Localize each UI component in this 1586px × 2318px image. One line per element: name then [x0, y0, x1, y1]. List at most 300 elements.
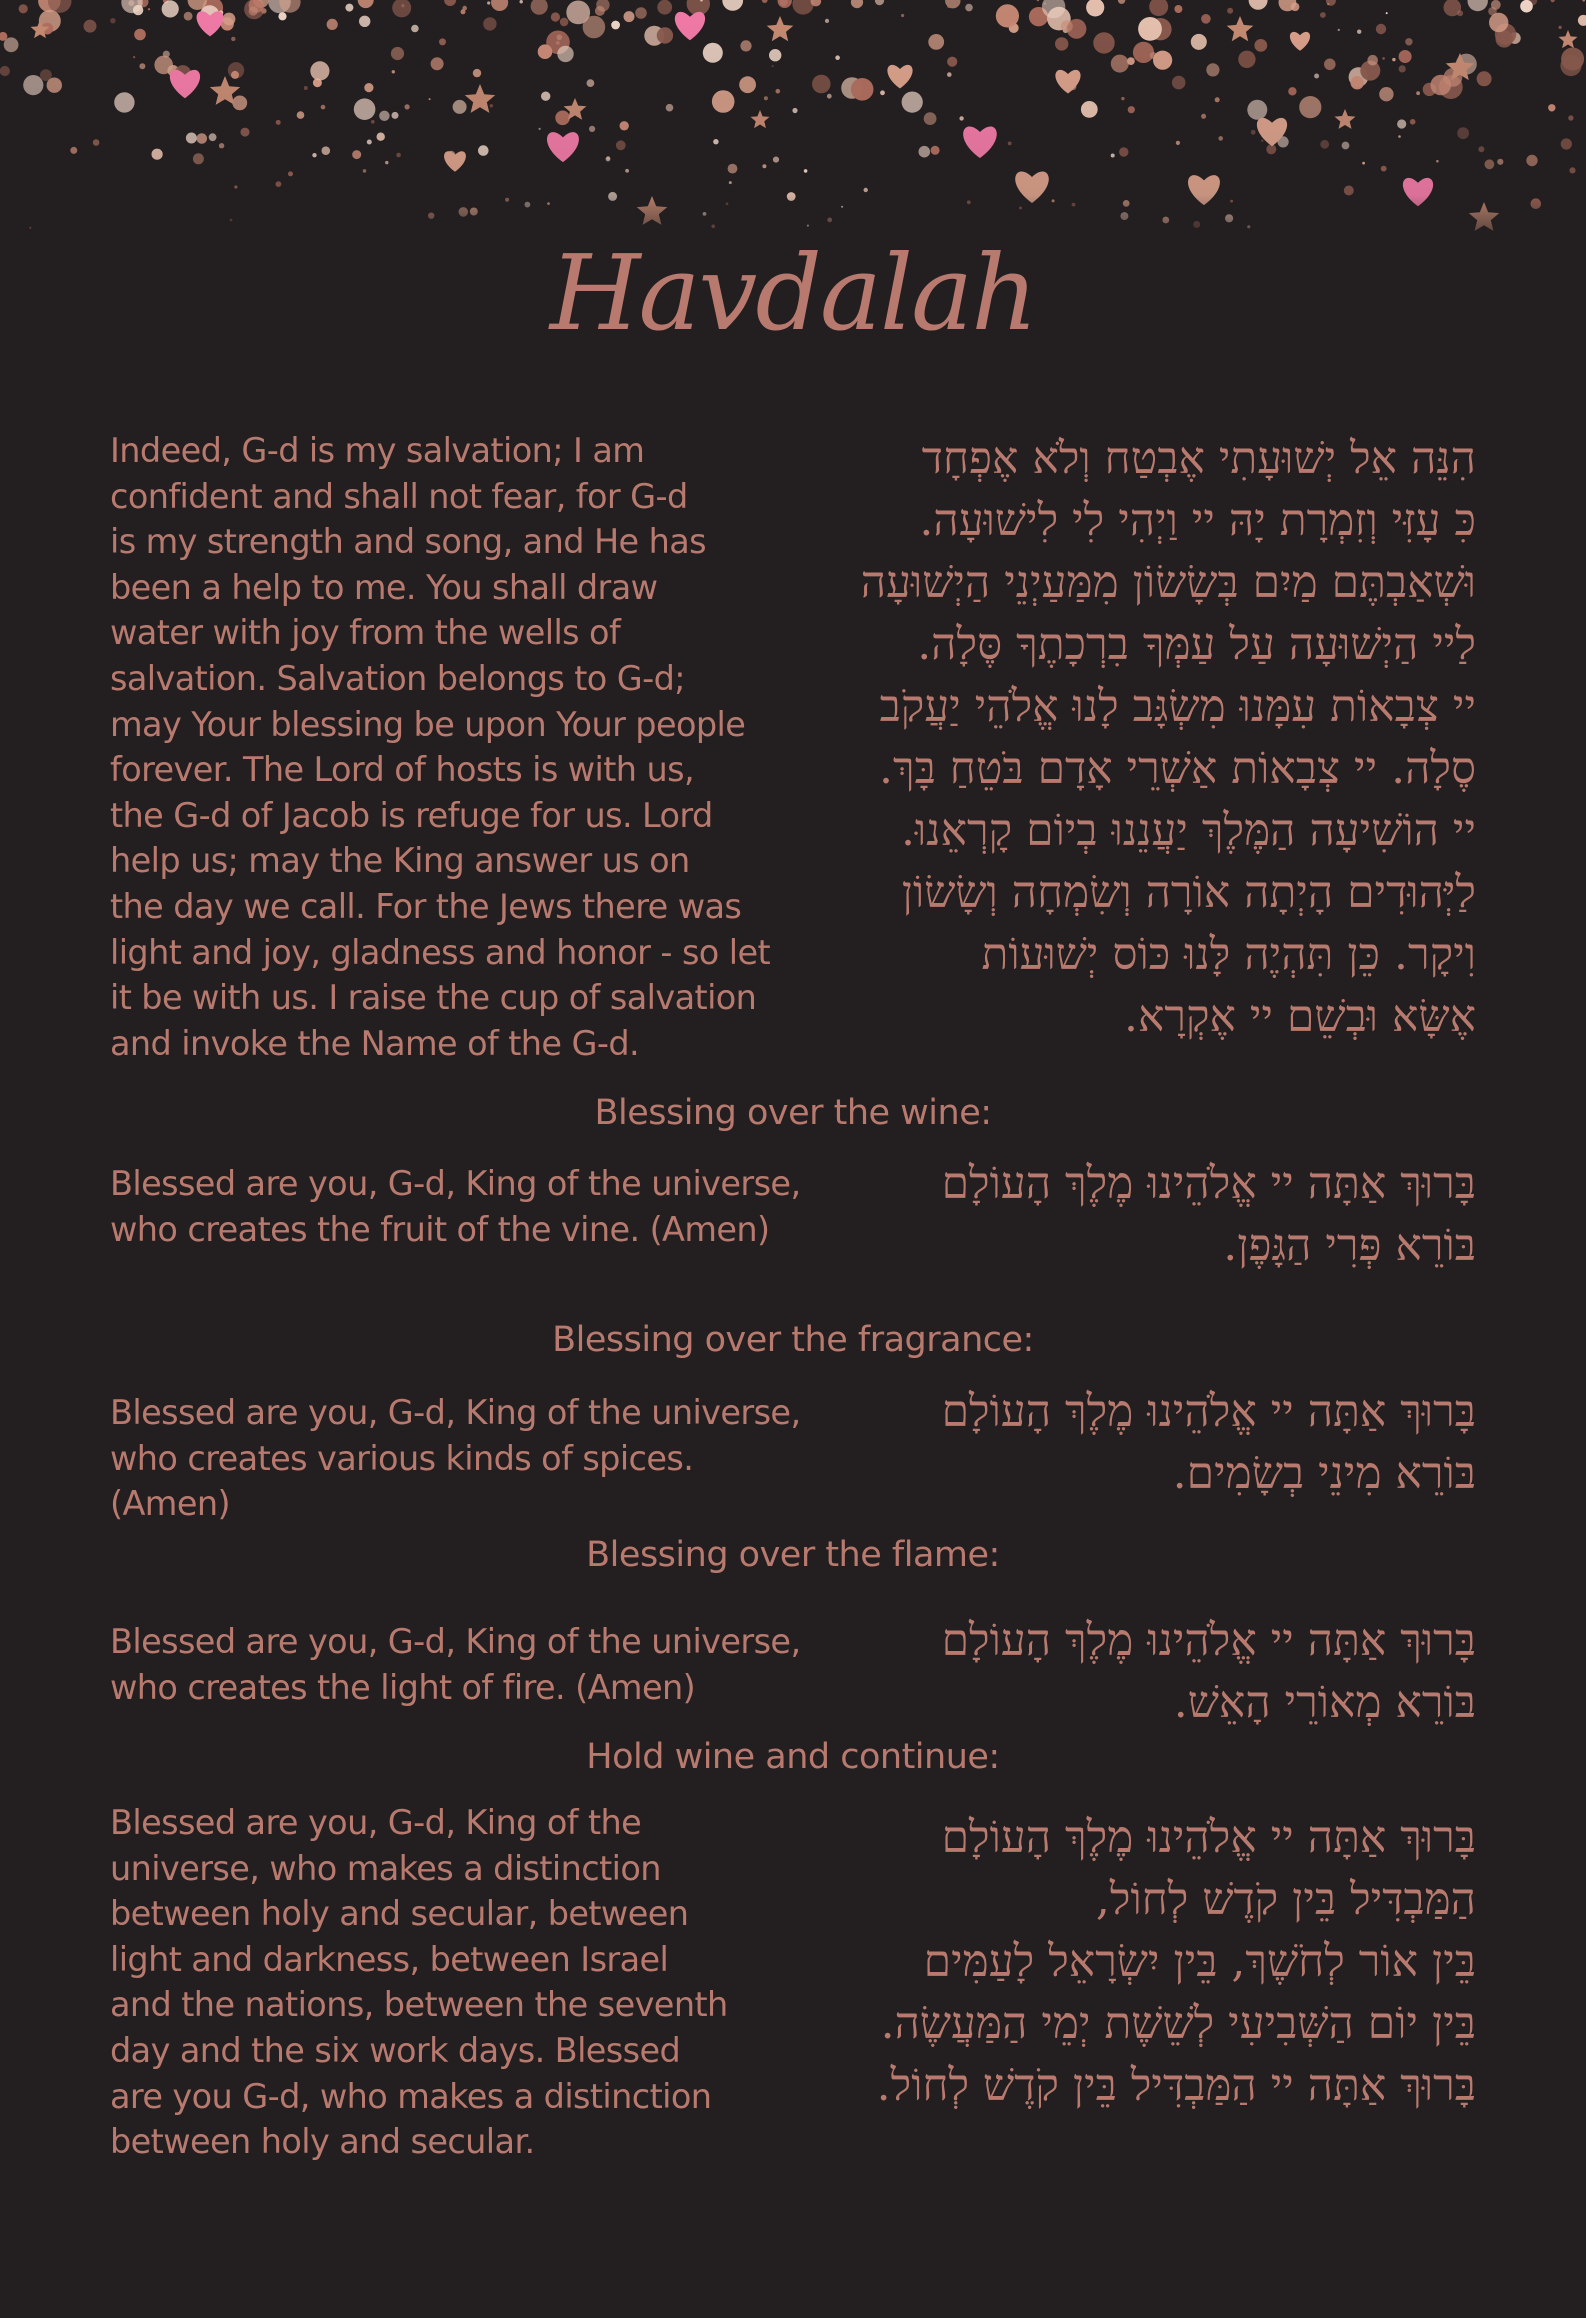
confetti-dot [1327, 3, 1329, 5]
confetti-dot [1561, 48, 1584, 71]
confetti-dot [392, 0, 411, 17]
text-line: help us; may the King answer us on [110, 841, 690, 881]
text-line: the day we call. For the Jews there was [110, 886, 742, 926]
confetti-dot [1266, 144, 1276, 154]
flame-english [110, 1619, 801, 1710]
confetti-dot [478, 145, 489, 156]
confetti-dot [1485, 159, 1495, 169]
text-line: בֵּין אוֹר לְחֹשֶׁךְ, בֵּין יִשְׂרָאֵל לָעַמִּים [923, 1936, 1476, 1987]
confetti-dot [1399, 65, 1406, 72]
confetti-dot [827, 94, 832, 99]
confetti-dot [928, 34, 944, 50]
heading-fragrance: Blessing over the fragrance: [552, 1320, 1034, 1360]
confetti-dot [624, 11, 635, 22]
text-line: בָּרוּךְ אַתָּה יי אֱלֹהֵינוּ מֶלֶךְ הָעוֹלָם [941, 1812, 1476, 1863]
confetti-dot [583, 16, 606, 39]
confetti-dot [1569, 167, 1575, 173]
confetti-dot [411, 25, 419, 33]
confetti-dot [444, 0, 456, 6]
confetti-dot [312, 153, 316, 157]
confetti-dot [996, 4, 1019, 27]
confetti-dot [439, 38, 446, 45]
confetti-dot [625, 169, 629, 173]
confetti-dot [1061, 20, 1073, 32]
confetti-dot [947, 5, 950, 8]
confetti-dot [1568, 115, 1573, 120]
confetti-dot [110, 18, 115, 23]
confetti-dot [241, 128, 250, 137]
confetti-dot [835, 55, 840, 60]
confetti-dot [807, 225, 809, 227]
text-line: forever. The Lord of hosts is with us, [110, 750, 695, 790]
text-line: who creates the light of fire. (Amen) [110, 1667, 696, 1707]
confetti-dot [1119, 147, 1128, 156]
confetti-dot [234, 185, 237, 188]
confetti-dot [769, 49, 781, 61]
confetti-dot [728, 164, 738, 174]
text-line: Blessed are you, G-d, King of the universe, [110, 1393, 801, 1432]
confetti-dot [391, 47, 404, 60]
confetti-dot [84, 20, 97, 33]
text-line: Indeed, G-d is my salvation; I am [110, 431, 645, 470]
heading-continue: Hold wine and continue: [586, 1737, 1000, 1777]
confetti-dot [1201, 14, 1211, 24]
star-icon [1469, 202, 1499, 231]
confetti-dot [428, 213, 434, 219]
confetti-dot [0, 66, 10, 76]
confetti-dot [1176, 141, 1180, 145]
confetti-dot [1120, 212, 1128, 220]
confetti-dot [1121, 97, 1124, 100]
confetti-dot [1551, 0, 1555, 2]
confetti-dot [595, 6, 605, 16]
confetti-dot [1299, 96, 1321, 118]
confetti-dot [364, 83, 373, 92]
confetti-dot [230, 219, 233, 222]
confetti-dot [703, 43, 723, 63]
text-line: בָּרוּךְ אַתָּה יי אֱלֹהֵינוּ מֶלֶךְ הָעוֹלָם [941, 1386, 1476, 1437]
text-line: who creates the fruit of the vine. (Amen) [110, 1209, 770, 1249]
confetti-dot [967, 200, 971, 204]
text-line: בּוֹרֵא פְּרִי הַגָּפֶן. [1223, 1220, 1476, 1271]
confetti-dot [827, 218, 832, 223]
confetti-dot [1326, 0, 1336, 6]
text-line: בּוֹרֵא מְאוֹרֵי הָאֵשׁ. [1173, 1677, 1476, 1728]
text-line: וּשְׁאַבְתֶּם מַיִם בְּשָׂשׂוֹן מִמַּעַיְנֵי הַיְשׁוּעָה [860, 557, 1476, 608]
confetti-dot [363, 169, 367, 173]
confetti-dot [1111, 154, 1115, 158]
confetti-dot [367, 140, 372, 145]
confetti-dot [608, 192, 617, 201]
heart-icon [1290, 32, 1310, 51]
confetti-dot [1344, 186, 1354, 196]
confetti-dot [276, 120, 281, 125]
confetti-dot [919, 146, 931, 158]
confetti-dot [864, 188, 868, 192]
heart-icon [675, 12, 705, 40]
confetti-dot [841, 206, 843, 208]
confetti-dot [947, 57, 957, 67]
heart-icon [1015, 171, 1049, 203]
confetti-dot [231, 37, 235, 41]
confetti-dot [1399, 50, 1412, 63]
confetti-dot [249, 6, 258, 15]
confetti-dot [133, 56, 135, 58]
confetti-dot [327, 19, 338, 30]
confetti-dot [773, 157, 779, 163]
confetti-dot [304, 86, 308, 90]
fragrance-english [110, 1390, 801, 1527]
confetti-dot [70, 147, 77, 154]
confetti-dot [778, 0, 792, 8]
text-line: בָּרוּךְ אַתָּה יי אֱלֹהֵינוּ מֶלֶךְ הָעוֹלָם [941, 1158, 1476, 1209]
confetti-dot [1392, 58, 1395, 61]
confetti-dot [1118, 0, 1125, 4]
text-line: day and the six work days. Blessed [110, 2030, 681, 2070]
confetti-dot [635, 7, 647, 19]
confetti-dot [947, 72, 952, 77]
intro-hebrew [756, 428, 1476, 1048]
confetti-dot [1138, 17, 1162, 41]
confetti-dot [297, 111, 305, 119]
confetti-dot [186, 133, 197, 144]
confetti-dot [557, 46, 573, 62]
confetti-dot [1314, 74, 1319, 79]
confetti-dot [1457, 127, 1469, 139]
confetti-dot [1468, 0, 1488, 11]
confetti-dot [851, 0, 863, 8]
heart-icon [1188, 175, 1220, 205]
confetti-dot [276, 181, 282, 187]
text-line: (Amen) [110, 1484, 230, 1524]
confetti-dot [740, 40, 751, 51]
confetti-dot [379, 111, 389, 121]
confetti-dot [483, 17, 496, 30]
confetti-dot [1081, 101, 1098, 118]
confetti-dot [154, 56, 173, 75]
confetti-dot [1362, 162, 1365, 165]
confetti-dot [1193, 221, 1200, 228]
wine-hebrew [756, 1153, 1476, 1277]
confetti-dot [965, 4, 973, 12]
text-line: Blessed are you, G-d, King of the [110, 1803, 642, 1842]
confetti-dot [1582, 0, 1585, 2]
confetti-dot [23, 75, 43, 95]
text-line: light and darkness, between Israel [110, 1939, 669, 1979]
text-line: Blessed are you, G-d, King of the universe, [110, 1622, 801, 1661]
confetti-dot [901, 14, 904, 17]
flame-hebrew [756, 1610, 1476, 1734]
confetti-dot [712, 90, 735, 113]
text-line: לַיי הַיְשׁוּעָה עַל עַמְּךָ בִרְכָתֶךָ סֶּלָה. [917, 619, 1476, 670]
confetti-dot [377, 133, 385, 141]
confetti-dot [1218, 136, 1223, 141]
confetti-dot [541, 92, 550, 101]
confetti-dot [359, 16, 370, 27]
text-line: אֶשָּׂא וּבְשֵׁם יי אֶקְרָא. [1123, 991, 1476, 1042]
star-icon [637, 196, 667, 225]
confetti-dot [1249, 0, 1268, 10]
confetti-dot [1381, 166, 1387, 172]
confetti-dot [547, 202, 550, 205]
text-line: between holy and secular. [110, 2122, 535, 2162]
page-title: Havdalah [549, 232, 1037, 354]
confetti-dot [520, 0, 523, 3]
confetti-dot [134, 29, 146, 41]
confetti-dot [762, 164, 766, 168]
confetti-dot [792, 0, 813, 15]
text-line: and invoke the Name of the G-d. [110, 1023, 640, 1063]
text-line: confident and shall not fear, for G-d [110, 476, 688, 516]
confetti-dot [1397, 119, 1406, 128]
confetti-dot [1496, 30, 1513, 47]
confetti-dot [1133, 42, 1154, 63]
text-line: the G-d of Jacob is refuge for us. Lord [110, 795, 713, 835]
text-line: כִּ עָזִּי וְזִמְרָת יָהּ יי וַיְהִי לִי לִישׁוּעָה. [919, 495, 1476, 546]
confetti-dot [1162, 217, 1169, 224]
confetti-dot [93, 139, 100, 146]
confetti-dot [392, 112, 399, 119]
confetti-dot [851, 78, 874, 101]
confetti-dot [470, 208, 478, 216]
confetti-dot [491, 0, 508, 11]
confetti-dot [1153, 51, 1172, 70]
confetti-dot [551, 12, 560, 21]
confetti-dot [358, 0, 374, 8]
confetti-dot [1526, 155, 1537, 166]
confetti-dot [354, 98, 376, 120]
text-line: universe, who makes a distinction [110, 1848, 661, 1888]
text-line: Blessed are you, G-d, King of the universe, [110, 1164, 801, 1203]
text-line: הַמַּבְדִּיל בֵּין קֹדֶשׁ לְחוֹל, [1095, 1874, 1476, 1925]
text-line: are you G-d, who makes a distinction [110, 2076, 712, 2116]
text-line: light and joy, gladness and honor - so let [110, 932, 770, 972]
confetti-dot [193, 153, 204, 164]
text-line: וִיקָר. כֵּן תִּהְיֶה לָּנוּ כּוֹס יְשׁוּעוֹת [981, 929, 1476, 980]
confetti-dot [1320, 12, 1326, 18]
confetti-dot [1416, 91, 1420, 95]
confetti-dot [1497, 159, 1503, 165]
confetti-dot [1251, 130, 1256, 135]
heading-flame: Blessing over the flame: [586, 1535, 1000, 1575]
confetti-dot [555, 111, 570, 126]
confetti-dot [1379, 87, 1393, 101]
confetti-dot [278, 12, 286, 20]
confetti-dot [1201, 114, 1206, 119]
confetti-dot [1324, 59, 1336, 71]
confetti-dot [487, 1, 490, 4]
confetti-dot [1172, 76, 1186, 90]
confetti-dot [1520, 0, 1533, 13]
confetti-dot [875, 0, 884, 5]
confetti-dot [1561, 138, 1572, 149]
confetti-dot [589, 126, 595, 132]
confetti-dot [1238, 51, 1255, 68]
star-icon [751, 110, 770, 128]
confetti-dot [219, 143, 224, 148]
confetti-dot [1247, 225, 1250, 228]
confetti-dot [184, 12, 193, 21]
confetti-dot [310, 61, 329, 80]
confetti-dot [1225, 214, 1233, 222]
confetti-dot [47, 78, 62, 93]
confetti-dot [197, 133, 208, 144]
confetti-dot [924, 112, 937, 125]
text-line: been a help to me. You shall draw [110, 567, 658, 607]
text-line: may Your blessing be upon Your people [110, 704, 746, 744]
confetti-dot [405, 104, 410, 109]
heading-wine: Blessing over the wine: [594, 1093, 992, 1133]
confetti-dot [587, 79, 595, 87]
confetti-dot [812, 75, 831, 94]
confetti-dot [322, 146, 331, 155]
text-line: בָּרוּךְ אַתָּה יי אֱלֹהֵינוּ מֶלֶךְ הָעוֹלָם [941, 1615, 1476, 1666]
text-line: water with joy from the wells of [110, 613, 621, 653]
star-icon [1335, 109, 1356, 129]
confetti-dot [959, 116, 963, 120]
text-line: לַיְּהוּדִים הָיְתָה אוֹרָה וְשִׂמְחָה וְשָׂשׂוֹן [901, 867, 1476, 918]
confetti-dot [1261, 140, 1263, 142]
confetti-dot [1174, 5, 1182, 13]
text-line: who creates various kinds of spices. [110, 1438, 694, 1478]
text-line: is my strength and song, and He has [110, 522, 707, 562]
confetti-dot [1072, 203, 1076, 207]
confetti-dot [29, 227, 31, 229]
confetti-dot [152, 149, 163, 160]
text-line: סֶלָה. יי צְבָאוֹת אַשְׁרֵי אָדָם בֹּטֵחַ בָּךְ. [878, 743, 1476, 794]
confetti-dot [804, 169, 808, 173]
heart-icon [963, 126, 997, 158]
text-line: salvation. Salvation belongs to G-d; [110, 658, 685, 698]
confetti-dot [713, 139, 718, 144]
confetti-dot [459, 207, 469, 217]
confetti-dot [1055, 37, 1068, 50]
confetti-dot [1288, 87, 1296, 95]
confetti-dot [352, 150, 361, 159]
text-line: בָּרוּךְ אַתָּה יי הַמַּבְדִּיל בֵּין קֹדֶשׁ לְחוֹל. [876, 2060, 1476, 2111]
confetti-dot [666, 104, 674, 112]
confetti-dot [1351, 76, 1364, 89]
confetti-dot [396, 153, 401, 158]
fragrance-hebrew [756, 1381, 1476, 1505]
intro-english [110, 428, 780, 1066]
confetti-dot [703, 212, 707, 216]
confetti-dot [1149, 0, 1168, 16]
confetti-dot [1191, 34, 1207, 50]
confetti-dot [1037, 0, 1039, 1]
continue-hebrew [756, 1807, 1476, 2117]
text-line: הִנֵּה אֵל יְשׁוּעָתִי אֶבְטַח וְלֹא אֶפְחָד [921, 433, 1476, 484]
confetti-dot [232, 96, 247, 111]
text-line: יי הוֹשִׁיעָה הַמֶּלֶךְ יַעֲנֵנוּ בְיוֹם קָרְאֵנוּ. [901, 805, 1476, 856]
confetti-dot [1206, 63, 1219, 76]
confetti-dot [505, 198, 509, 202]
confetti-dot [209, 133, 217, 141]
heart-icon [887, 65, 912, 89]
confetti-dot [345, 4, 353, 12]
confetti-dot [1489, 13, 1508, 32]
confetti-dot [764, 96, 768, 100]
confetti-dot [1215, 97, 1220, 102]
confetti-dot [931, 146, 940, 155]
confetti-dot [231, 71, 239, 79]
confetti-dot [606, 157, 611, 162]
confetti-dot [1008, 142, 1012, 146]
confetti-dot [525, 202, 531, 208]
text-line: יי צְבָאוֹת עִמָּנוּ מִשְׂגָּב לָנוּ אֱלֹהֵי יַעֲקֹב [879, 681, 1476, 732]
confetti-dot [1320, 140, 1329, 149]
confetti-dot [1019, 207, 1022, 210]
confetti-dot [453, 100, 467, 114]
confetti-dot [825, 19, 829, 23]
confetti-dot [657, 27, 673, 43]
confetti-dot [538, 44, 553, 59]
confetti-dot [461, 9, 466, 14]
confetti-dot [1338, 29, 1340, 31]
confetti-dot [1123, 200, 1130, 207]
confetti-dot [1382, 57, 1385, 60]
confetti-dot [539, 128, 541, 130]
confetti-border [0, 0, 1586, 260]
confetti-dot [739, 76, 756, 93]
confetti-dot [772, 65, 774, 67]
confetti-dot [1128, 106, 1135, 113]
confetti-dot [1559, 26, 1562, 29]
confetti-dot [392, 70, 395, 73]
confetti-dot [902, 92, 923, 113]
text-line: it be with us. I raise the cup of salvation [110, 978, 757, 1018]
confetti-dot [611, 21, 620, 30]
confetti-dot [1127, 57, 1135, 65]
star-icon [1559, 30, 1578, 48]
confetti-dot [162, 0, 179, 17]
star-icon [1227, 16, 1254, 41]
confetti-dot [1478, 146, 1484, 152]
confetti-dot [1230, 200, 1233, 203]
confetti-dot [1052, 199, 1055, 202]
text-line: between holy and secular, between [110, 1894, 689, 1934]
confetti-dot [1531, 198, 1542, 209]
confetti-dot [880, 90, 885, 95]
confetti-dot [148, 8, 150, 10]
confetti-dot [1548, 104, 1555, 111]
heart-icon [1055, 70, 1080, 94]
text-line: and the nations, between the seventh [110, 1985, 728, 2025]
confetti-dot [1376, 24, 1386, 34]
wine-english [110, 1161, 801, 1252]
continue-english [110, 1800, 780, 2165]
confetti-dot [1398, 135, 1401, 138]
confetti-dot [371, 120, 375, 124]
confetti-dot [1386, 12, 1388, 14]
confetti-dot [620, 121, 629, 130]
text-line: בֵּין יוֹם הַשְּׁבִיעִי לְשֵׁשֶׁת יְמֵי הַמַּעֲשֶׂה. [880, 1998, 1476, 2049]
confetti-dot [1477, 71, 1492, 86]
confetti-dot [776, 89, 781, 94]
confetti-dot [1086, 0, 1104, 17]
confetti-dot [616, 140, 626, 150]
star-icon [767, 16, 794, 41]
confetti-dot [657, 0, 672, 15]
confetti-dot [1227, 8, 1233, 14]
confetti-dot [1436, 160, 1439, 163]
text-line: בּוֹרֵא מִינֵי בְשָׂמִים. [1172, 1448, 1476, 1499]
confetti-dot [1111, 55, 1129, 73]
confetti-dot [19, 4, 28, 13]
confetti-dot [1405, 38, 1412, 45]
confetti-dot [726, 203, 729, 206]
confetti-dot [321, 105, 326, 110]
